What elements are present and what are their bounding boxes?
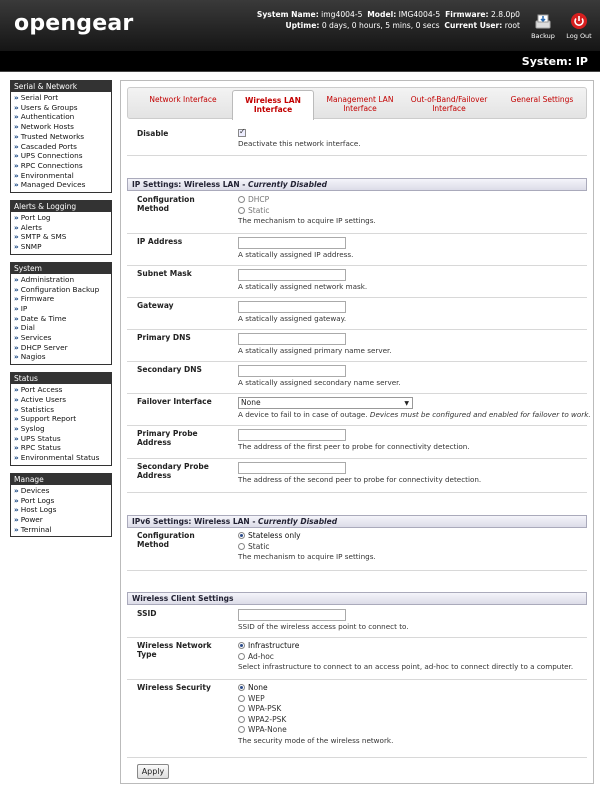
divider	[127, 570, 587, 571]
divider	[127, 297, 587, 298]
sidebar-item-active-users[interactable]: » Active Users	[14, 394, 67, 404]
divider	[127, 492, 587, 493]
sidebar-item-services[interactable]: » Services	[14, 333, 52, 343]
radio-ipv6-static[interactable]: Static	[238, 542, 376, 553]
sidebar-group-title: Serial & Network	[11, 81, 111, 92]
gateway-help: A statically assigned gateway.	[238, 314, 347, 323]
secondary-probe-label: Secondary Probe Address	[137, 462, 209, 480]
ipv6-settings-header	[127, 515, 587, 528]
uptime-label: Uptime:	[285, 21, 320, 30]
primary-probe-input[interactable]	[238, 429, 346, 441]
title-bar	[0, 52, 600, 72]
failover-select[interactable]: None ▼	[238, 397, 413, 409]
tab-wireless-lan-interface[interactable]: Wireless LAN Interface	[232, 90, 314, 120]
divider	[127, 458, 587, 459]
divider	[127, 757, 587, 758]
logout-button[interactable]	[564, 12, 594, 40]
wireless-security-help: The security mode of the wireless network.	[238, 735, 394, 745]
sidebar-item-port-logs[interactable]: » Port Logs	[14, 495, 55, 505]
sidebar-item-power[interactable]: » Power	[14, 514, 43, 524]
ip-settings-status: Currently Disabled	[247, 180, 327, 189]
disable-checkbox[interactable]	[238, 129, 246, 137]
disable-help: Deactivate this network interface.	[238, 139, 361, 148]
sidebar-item-dial[interactable]: » Dial	[14, 323, 35, 333]
backup-label: Backup	[531, 32, 555, 40]
ssid-row	[127, 609, 587, 637]
ssid-help: SSID of the wireless access point to connect to.	[238, 622, 409, 631]
subnet-mask-label: Subnet Mask	[137, 269, 192, 278]
config-method-label: Configuration Method	[137, 195, 195, 213]
tab-out-of-band-failover-interface[interactable]: Out-of-Band/Failover Interface	[410, 95, 488, 113]
wireless-client-header	[127, 592, 587, 605]
backup-icon	[534, 12, 552, 30]
ip-settings-header	[127, 178, 587, 191]
ip-settings-title: IP Settings: Wireless LAN -	[132, 180, 248, 189]
sidebar	[10, 80, 112, 544]
wireless-client-title: Wireless Client Settings	[132, 594, 234, 603]
sidebar-item-snmp[interactable]: » SNMP	[14, 242, 42, 252]
subnet-mask-help: A statically assigned network mask.	[238, 282, 368, 291]
sidebar-item-support-report[interactable]: » Support Report	[14, 414, 77, 424]
dropdown-arrow-icon: ▼	[404, 400, 409, 407]
divider	[127, 393, 587, 394]
radio-stateless-only[interactable]: Stateless only	[238, 531, 376, 542]
sidebar-item-authentication[interactable]: » Authentication	[14, 112, 75, 122]
tab-general-settings[interactable]: General Settings	[510, 95, 574, 104]
sidebar-item-serial-port[interactable]: » Serial Port	[14, 93, 59, 102]
divider	[127, 637, 587, 638]
backup-button[interactable]	[528, 12, 558, 40]
radio-security-wep[interactable]: WEP	[238, 694, 393, 705]
secondary-probe-row	[127, 462, 587, 492]
sidebar-group-title: System	[11, 263, 111, 274]
sidebar-item-configuration-backup[interactable]: » Configuration Backup	[14, 284, 100, 294]
uptime-value: 0 days, 0 hours, 5 mins, 0 secs	[321, 21, 440, 30]
sidebar-item-environmental[interactable]: » Environmental	[14, 170, 74, 180]
sidebar-item-network-hosts[interactable]: » Network Hosts	[14, 122, 74, 132]
secondary-dns-label: Secondary DNS	[137, 365, 202, 374]
system-name-label: System Name:	[256, 10, 319, 19]
divider	[127, 329, 587, 330]
apply-button[interactable]: Apply	[137, 764, 169, 779]
opengear-logo: opengear	[14, 11, 134, 36]
secondary-probe-input[interactable]	[238, 462, 346, 474]
sidebar-item-administration[interactable]: » Administration	[14, 274, 75, 284]
sidebar-item-managed-devices[interactable]: » Managed Devices	[14, 180, 86, 190]
gateway-row	[127, 301, 587, 329]
sidebar-item-syslog[interactable]: » Syslog	[14, 423, 45, 433]
sidebar-item-statistics[interactable]: » Statistics	[14, 404, 55, 414]
checkmark-icon: ✓	[239, 127, 246, 136]
network-type-label: Wireless Network Type	[137, 641, 212, 659]
sidebar-item-trusted-networks[interactable]: » Trusted Networks	[14, 131, 85, 141]
sidebar-item-rpc-status[interactable]: » RPC Status	[14, 443, 61, 453]
sidebar-item-date-time[interactable]: » Date & Time	[14, 313, 67, 323]
sidebar-group-status	[10, 372, 112, 466]
primary-dns-row	[127, 333, 587, 361]
firmware-value: 2.8.0p0	[491, 10, 520, 19]
sidebar-item-rpc-connections[interactable]: » RPC Connections	[14, 160, 83, 170]
sidebar-item-devices[interactable]: » Devices	[14, 485, 50, 495]
sidebar-item-environmental-status[interactable]: » Environmental Status	[14, 453, 100, 463]
divider	[127, 361, 587, 362]
radio-ad-hoc[interactable]: Ad-hoc	[238, 652, 573, 663]
secondary-probe-help: The address of the second peer to probe for connectivity detection.	[238, 475, 482, 484]
tab-bar	[127, 87, 587, 119]
sidebar-item-firmware[interactable]: » Firmware	[14, 294, 55, 304]
primary-probe-label: Primary Probe Address	[137, 429, 198, 447]
network-type-help: Select infrastructure to connect to an access point, ad-hoc to connect directly to a computer.	[238, 662, 574, 671]
sidebar-item-ups-status[interactable]: » UPS Status	[14, 433, 61, 443]
main-panel	[120, 80, 594, 784]
sidebar-item-alerts[interactable]: » Alerts	[14, 222, 42, 232]
divider	[127, 233, 587, 234]
system-info	[257, 9, 520, 31]
current-user-value: root	[504, 21, 520, 30]
ipv6-settings-title: IPv6 Settings: Wireless LAN -	[132, 517, 259, 526]
primary-probe-row	[127, 429, 587, 459]
config-method-help: The mechanism to acquire IP settings.	[238, 216, 376, 225]
divider	[127, 265, 587, 266]
radio-dhcp[interactable]: DHCP	[238, 195, 376, 206]
secondary-dns-row	[127, 365, 587, 393]
divider	[127, 155, 587, 156]
failover-label: Failover Interface	[137, 397, 212, 406]
ip-address-help: A statically assigned IP address.	[238, 250, 354, 259]
header	[0, 0, 600, 52]
failover-help: A device to fail to in case of outage. Devices must be configured and enabled for failover to work.	[238, 410, 591, 419]
sidebar-item-ups-connections[interactable]: » UPS Connections	[14, 151, 83, 161]
wireless-security-label: Wireless Security	[137, 683, 211, 692]
primary-dns-label: Primary DNS	[137, 333, 191, 342]
radio-security-none[interactable]: None	[238, 683, 393, 694]
failover-row	[127, 397, 591, 425]
disable-label: Disable	[137, 129, 169, 138]
subnet-mask-input[interactable]	[238, 269, 346, 281]
sidebar-item-smtp-sms[interactable]: » SMTP & SMS	[14, 232, 67, 242]
system-name-value: img4004-5	[321, 10, 363, 19]
gateway-label: Gateway	[137, 301, 174, 310]
sidebar-group-title: Manage	[11, 474, 111, 485]
divider	[127, 679, 587, 680]
sidebar-item-dhcp-server[interactable]: » DHCP Server	[14, 342, 68, 352]
sidebar-item-host-logs[interactable]: » Host Logs	[14, 505, 57, 515]
tab-network-interface[interactable]: Network Interface	[149, 95, 217, 104]
radio-security-wpa-psk[interactable]: WPA-PSK	[238, 704, 393, 715]
radio-security-wpa-none[interactable]: WPA-None	[238, 725, 393, 736]
sidebar-item-nagios[interactable]: » Nagios	[14, 352, 46, 362]
page-title: System: IP	[521, 55, 588, 68]
ssid-input[interactable]	[238, 609, 346, 621]
sidebar-group-manage	[10, 473, 112, 538]
sidebar-group-system	[10, 262, 112, 365]
sidebar-item-terminal[interactable]: » Terminal	[14, 524, 52, 534]
ipv6-config-method-label: Configuration Method	[137, 531, 195, 549]
primary-probe-help: The address of the first peer to probe for connectivity detection.	[238, 442, 470, 451]
gateway-input[interactable]	[238, 301, 346, 313]
sidebar-group-title: Status	[11, 373, 111, 384]
network-type-row	[127, 641, 587, 679]
secondary-dns-help: A statically assigned secondary name server.	[238, 378, 401, 387]
current-user-label: Current User:	[444, 21, 503, 30]
model-label: Model:	[367, 10, 397, 19]
sidebar-item-port-log[interactable]: » Port Log	[14, 213, 51, 223]
model-value: IMG4004-5	[398, 10, 441, 19]
radio-security-wpa2-psk[interactable]: WPA2-PSK	[238, 715, 393, 726]
ip-address-row	[127, 237, 587, 265]
config-method-row	[127, 195, 587, 233]
secondary-dns-input[interactable]	[238, 365, 346, 377]
sidebar-item-cascaded-ports[interactable]: » Cascaded Ports	[14, 141, 77, 151]
tab-management-lan-interface[interactable]: Management LAN Interface	[326, 95, 394, 113]
ip-address-label: IP Address	[137, 237, 183, 246]
primary-dns-help: A statically assigned primary name server.	[238, 346, 392, 355]
radio-static[interactable]: Static	[238, 206, 376, 217]
sidebar-group-alerts-logging	[10, 200, 112, 255]
sidebar-item-users-groups[interactable]: » Users & Groups	[14, 102, 78, 112]
ipv6-settings-status: Currently Disabled	[258, 517, 338, 526]
wireless-security-row	[127, 683, 587, 753]
logout-label: Log Out	[566, 32, 592, 40]
disable-row	[127, 127, 587, 153]
ssid-label: SSID	[137, 609, 157, 618]
ipv6-config-method-row	[127, 531, 587, 569]
ip-address-input[interactable]	[238, 237, 346, 249]
subnet-mask-row	[127, 269, 587, 297]
sidebar-group-title: Alerts & Logging	[11, 201, 111, 212]
primary-dns-input[interactable]	[238, 333, 346, 345]
sidebar-group-serial-network	[10, 80, 112, 193]
sidebar-item-port-access[interactable]: » Port Access	[14, 385, 63, 395]
radio-infrastructure[interactable]: Infrastructure	[238, 641, 573, 652]
ipv6-config-method-help: The mechanism to acquire IP settings.	[238, 552, 376, 561]
firmware-label: Firmware:	[445, 10, 489, 19]
divider	[127, 425, 587, 426]
power-icon	[570, 12, 588, 30]
sidebar-item-ip[interactable]: » IP	[14, 303, 28, 313]
